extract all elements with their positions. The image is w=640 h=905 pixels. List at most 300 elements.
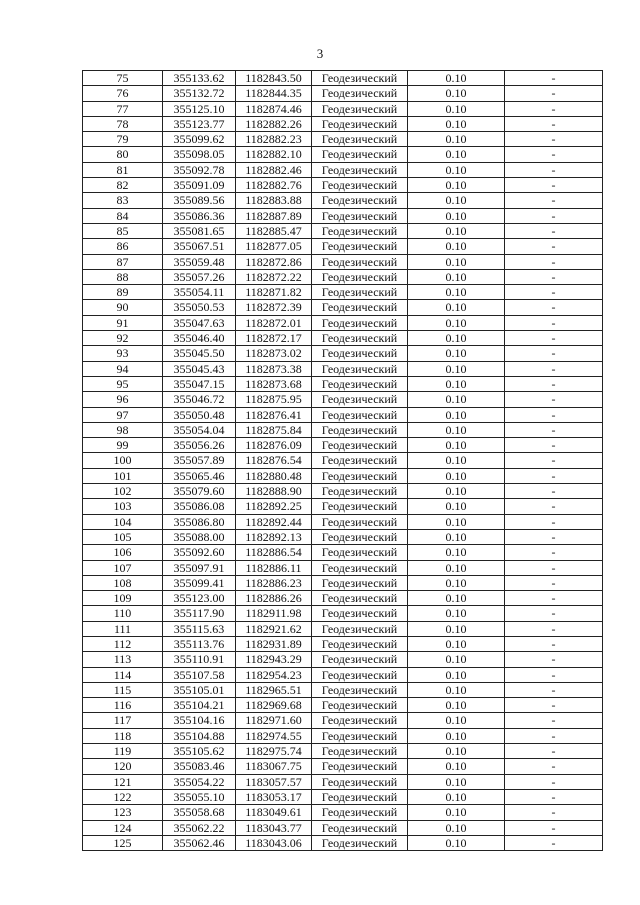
x-coordinate-cell: 355065.46 [163,468,236,483]
y-coordinate-cell: 1182844.35 [236,86,312,101]
x-coordinate-cell: 355099.62 [163,132,236,147]
table-row [83,361,603,376]
x-coordinate-cell: 355123.00 [163,591,236,606]
y-coordinate-cell: 1182886.54 [236,545,312,560]
accuracy-cell: 0.10 [408,652,505,667]
method-cell: Геодезический [312,361,408,376]
point-number-cell: 84 [83,208,163,223]
x-coordinate-cell: 355083.46 [163,759,236,774]
accuracy-cell: 0.10 [408,789,505,804]
note-cell: - [505,162,603,177]
x-coordinate-cell: 355097.91 [163,560,236,575]
accuracy-cell: 0.10 [408,774,505,789]
note-cell: - [505,346,603,361]
accuracy-cell: 0.10 [408,606,505,621]
note-cell: - [505,805,603,820]
point-number-cell: 116 [83,698,163,713]
note-cell: - [505,774,603,789]
method-cell: Геодезический [312,438,408,453]
x-coordinate-cell: 355107.58 [163,667,236,682]
point-number-cell: 94 [83,361,163,376]
accuracy-cell: 0.10 [408,346,505,361]
point-number-cell: 95 [83,376,163,391]
method-cell: Геодезический [312,667,408,682]
table-row [83,529,603,544]
note-cell: - [505,667,603,682]
accuracy-cell: 0.10 [408,239,505,254]
y-coordinate-cell: 1182872.86 [236,254,312,269]
method-cell: Геодезический [312,682,408,697]
accuracy-cell: 0.10 [408,698,505,713]
accuracy-cell: 0.10 [408,376,505,391]
y-coordinate-cell: 1182931.89 [236,636,312,651]
y-coordinate-cell: 1182965.51 [236,682,312,697]
table-row [83,652,603,667]
x-coordinate-cell: 355050.48 [163,407,236,422]
y-coordinate-cell: 1182873.68 [236,376,312,391]
point-number-cell: 77 [83,101,163,116]
note-cell: - [505,407,603,422]
table-row [83,346,603,361]
accuracy-cell: 0.10 [408,514,505,529]
table-row [83,208,603,223]
x-coordinate-cell: 355105.62 [163,744,236,759]
x-coordinate-cell: 355123.77 [163,116,236,131]
accuracy-cell: 0.10 [408,453,505,468]
method-cell: Геодезический [312,591,408,606]
note-cell: - [505,361,603,376]
note-cell: - [505,101,603,116]
x-coordinate-cell: 355125.10 [163,101,236,116]
point-number-cell: 90 [83,300,163,315]
table-row [83,545,603,560]
y-coordinate-cell: 1182882.26 [236,116,312,131]
x-coordinate-cell: 355115.63 [163,621,236,636]
x-coordinate-cell: 355104.16 [163,713,236,728]
x-coordinate-cell: 355099.41 [163,575,236,590]
table-row [83,376,603,391]
point-number-cell: 89 [83,285,163,300]
table-row [83,392,603,407]
y-coordinate-cell: 1182971.60 [236,713,312,728]
point-number-cell: 97 [83,407,163,422]
table-row [83,484,603,499]
point-number-cell: 85 [83,223,163,238]
table-row [83,422,603,437]
method-cell: Геодезический [312,545,408,560]
method-cell: Геодезический [312,116,408,131]
x-coordinate-cell: 355045.50 [163,346,236,361]
point-number-cell: 82 [83,178,163,193]
point-number-cell: 108 [83,575,163,590]
point-number-cell: 122 [83,789,163,804]
point-number-cell: 111 [83,621,163,636]
x-coordinate-cell: 355133.62 [163,71,236,86]
point-number-cell: 92 [83,331,163,346]
method-cell: Геодезический [312,239,408,254]
point-number-cell: 105 [83,529,163,544]
accuracy-cell: 0.10 [408,728,505,743]
accuracy-cell: 0.10 [408,285,505,300]
method-cell: Геодезический [312,300,408,315]
accuracy-cell: 0.10 [408,407,505,422]
x-coordinate-cell: 355117.90 [163,606,236,621]
table-row [83,636,603,651]
method-cell: Геодезический [312,132,408,147]
accuracy-cell: 0.10 [408,101,505,116]
table-row [83,835,603,850]
table-row [83,101,603,116]
note-cell: - [505,698,603,713]
point-number-cell: 81 [83,162,163,177]
accuracy-cell: 0.10 [408,529,505,544]
note-cell: - [505,193,603,208]
table-row [83,759,603,774]
table-row [83,239,603,254]
accuracy-cell: 0.10 [408,560,505,575]
y-coordinate-cell: 1183049.61 [236,805,312,820]
method-cell: Геодезический [312,621,408,636]
point-number-cell: 109 [83,591,163,606]
y-coordinate-cell: 1182872.17 [236,331,312,346]
method-cell: Геодезический [312,208,408,223]
point-number-cell: 114 [83,667,163,682]
method-cell: Геодезический [312,713,408,728]
x-coordinate-cell: 355047.15 [163,376,236,391]
y-coordinate-cell: 1182872.39 [236,300,312,315]
table-row [83,744,603,759]
accuracy-cell: 0.10 [408,178,505,193]
point-number-cell: 103 [83,499,163,514]
note-cell: - [505,86,603,101]
point-number-cell: 86 [83,239,163,254]
x-coordinate-cell: 355067.51 [163,239,236,254]
point-number-cell: 87 [83,254,163,269]
method-cell: Геодезический [312,468,408,483]
note-cell: - [505,636,603,651]
table-row [83,499,603,514]
point-number-cell: 119 [83,744,163,759]
y-coordinate-cell: 1182873.02 [236,346,312,361]
method-cell: Геодезический [312,162,408,177]
point-number-cell: 102 [83,484,163,499]
y-coordinate-cell: 1182872.22 [236,269,312,284]
method-cell: Геодезический [312,71,408,86]
coordinates-table [82,70,603,851]
table-row [83,682,603,697]
y-coordinate-cell: 1182876.09 [236,438,312,453]
y-coordinate-cell: 1182882.10 [236,147,312,162]
note-cell: - [505,223,603,238]
point-number-cell: 120 [83,759,163,774]
note-cell: - [505,713,603,728]
note-cell: - [505,545,603,560]
note-cell: - [505,285,603,300]
x-coordinate-cell: 355110.91 [163,652,236,667]
x-coordinate-cell: 355092.60 [163,545,236,560]
x-coordinate-cell: 355045.43 [163,361,236,376]
point-number-cell: 107 [83,560,163,575]
method-cell: Геодезический [312,223,408,238]
y-coordinate-cell: 1182892.25 [236,499,312,514]
accuracy-cell: 0.10 [408,468,505,483]
x-coordinate-cell: 355091.09 [163,178,236,193]
table-row [83,407,603,422]
method-cell: Геодезический [312,101,408,116]
accuracy-cell: 0.10 [408,254,505,269]
method-cell: Геодезический [312,529,408,544]
point-number-cell: 100 [83,453,163,468]
table-row [83,591,603,606]
table-row [83,315,603,330]
note-cell: - [505,239,603,254]
y-coordinate-cell: 1182975.74 [236,744,312,759]
table-row [83,805,603,820]
y-coordinate-cell: 1182874.46 [236,101,312,116]
method-cell: Геодезический [312,652,408,667]
x-coordinate-cell: 355132.72 [163,86,236,101]
method-cell: Геодезический [312,392,408,407]
y-coordinate-cell: 1182882.23 [236,132,312,147]
method-cell: Геодезический [312,805,408,820]
point-number-cell: 124 [83,820,163,835]
point-number-cell: 113 [83,652,163,667]
table-row [83,86,603,101]
point-number-cell: 98 [83,422,163,437]
note-cell: - [505,606,603,621]
accuracy-cell: 0.10 [408,545,505,560]
table-row [83,728,603,743]
point-number-cell: 121 [83,774,163,789]
accuracy-cell: 0.10 [408,392,505,407]
method-cell: Геодезический [312,147,408,162]
y-coordinate-cell: 1182885.47 [236,223,312,238]
x-coordinate-cell: 355092.78 [163,162,236,177]
y-coordinate-cell: 1182921.62 [236,621,312,636]
y-coordinate-cell: 1182892.44 [236,514,312,529]
x-coordinate-cell: 355056.26 [163,438,236,453]
x-coordinate-cell: 355081.65 [163,223,236,238]
accuracy-cell: 0.10 [408,682,505,697]
point-number-cell: 101 [83,468,163,483]
x-coordinate-cell: 355054.22 [163,774,236,789]
note-cell: - [505,575,603,590]
note-cell: - [505,147,603,162]
method-cell: Геодезический [312,820,408,835]
point-number-cell: 76 [83,86,163,101]
accuracy-cell: 0.10 [408,208,505,223]
accuracy-cell: 0.10 [408,193,505,208]
table-row [83,438,603,453]
method-cell: Геодезический [312,269,408,284]
table-row [83,453,603,468]
note-cell: - [505,254,603,269]
accuracy-cell: 0.10 [408,621,505,636]
method-cell: Геодезический [312,744,408,759]
table-row [83,789,603,804]
y-coordinate-cell: 1182892.13 [236,529,312,544]
note-cell: - [505,652,603,667]
table-row [83,116,603,131]
note-cell: - [505,682,603,697]
table-row [83,132,603,147]
method-cell: Геодезический [312,331,408,346]
x-coordinate-cell: 355104.88 [163,728,236,743]
note-cell: - [505,728,603,743]
accuracy-cell: 0.10 [408,315,505,330]
point-number-cell: 110 [83,606,163,621]
x-coordinate-cell: 355089.56 [163,193,236,208]
y-coordinate-cell: 1182886.23 [236,575,312,590]
accuracy-cell: 0.10 [408,820,505,835]
page-number: 3 [316,46,324,61]
note-cell: - [505,621,603,636]
note-cell: - [505,514,603,529]
note-cell: - [505,560,603,575]
point-number-cell: 99 [83,438,163,453]
accuracy-cell: 0.10 [408,162,505,177]
point-number-cell: 112 [83,636,163,651]
method-cell: Геодезический [312,606,408,621]
x-coordinate-cell: 355059.48 [163,254,236,269]
note-cell: - [505,208,603,223]
x-coordinate-cell: 355046.72 [163,392,236,407]
x-coordinate-cell: 355105.01 [163,682,236,697]
method-cell: Геодезический [312,759,408,774]
point-number-cell: 115 [83,682,163,697]
y-coordinate-cell: 1183057.57 [236,774,312,789]
note-cell: - [505,468,603,483]
y-coordinate-cell: 1182943.29 [236,652,312,667]
y-coordinate-cell: 1182875.84 [236,422,312,437]
y-coordinate-cell: 1182883.88 [236,193,312,208]
point-number-cell: 123 [83,805,163,820]
accuracy-cell: 0.10 [408,116,505,131]
accuracy-cell: 0.10 [408,759,505,774]
point-number-cell: 104 [83,514,163,529]
table-row [83,468,603,483]
y-coordinate-cell: 1182882.76 [236,178,312,193]
y-coordinate-cell: 1182886.26 [236,591,312,606]
method-cell: Геодезический [312,193,408,208]
y-coordinate-cell: 1182974.55 [236,728,312,743]
accuracy-cell: 0.10 [408,422,505,437]
x-coordinate-cell: 355086.36 [163,208,236,223]
y-coordinate-cell: 1183043.77 [236,820,312,835]
accuracy-cell: 0.10 [408,269,505,284]
accuracy-cell: 0.10 [408,132,505,147]
note-cell: - [505,789,603,804]
table-row [83,331,603,346]
accuracy-cell: 0.10 [408,591,505,606]
table-row [83,254,603,269]
accuracy-cell: 0.10 [408,331,505,346]
x-coordinate-cell: 355079.60 [163,484,236,499]
y-coordinate-cell: 1183043.06 [236,835,312,850]
table-row [83,285,603,300]
note-cell: - [505,71,603,86]
method-cell: Геодезический [312,376,408,391]
method-cell: Геодезический [312,346,408,361]
x-coordinate-cell: 355062.46 [163,835,236,850]
note-cell: - [505,529,603,544]
note-cell: - [505,499,603,514]
method-cell: Геодезический [312,728,408,743]
note-cell: - [505,376,603,391]
note-cell: - [505,759,603,774]
note-cell: - [505,132,603,147]
y-coordinate-cell: 1182872.01 [236,315,312,330]
x-coordinate-cell: 355054.11 [163,285,236,300]
y-coordinate-cell: 1183053.17 [236,789,312,804]
accuracy-cell: 0.10 [408,438,505,453]
x-coordinate-cell: 355057.89 [163,453,236,468]
table-row [83,223,603,238]
y-coordinate-cell: 1182886.11 [236,560,312,575]
accuracy-cell: 0.10 [408,835,505,850]
y-coordinate-cell: 1182873.38 [236,361,312,376]
table-row [83,667,603,682]
accuracy-cell: 0.10 [408,805,505,820]
accuracy-cell: 0.10 [408,71,505,86]
accuracy-cell: 0.10 [408,713,505,728]
accuracy-cell: 0.10 [408,300,505,315]
point-number-cell: 79 [83,132,163,147]
accuracy-cell: 0.10 [408,636,505,651]
method-cell: Геодезический [312,86,408,101]
point-number-cell: 75 [83,71,163,86]
table-row [83,514,603,529]
y-coordinate-cell: 1182887.89 [236,208,312,223]
table-row [83,147,603,162]
note-cell: - [505,315,603,330]
point-number-cell: 106 [83,545,163,560]
table-row [83,178,603,193]
y-coordinate-cell: 1183067.75 [236,759,312,774]
table-row [83,820,603,835]
y-coordinate-cell: 1182882.46 [236,162,312,177]
accuracy-cell: 0.10 [408,744,505,759]
table-row [83,300,603,315]
y-coordinate-cell: 1182876.54 [236,453,312,468]
method-cell: Геодезический [312,315,408,330]
note-cell: - [505,744,603,759]
accuracy-cell: 0.10 [408,499,505,514]
point-number-cell: 91 [83,315,163,330]
point-number-cell: 118 [83,728,163,743]
note-cell: - [505,331,603,346]
note-cell: - [505,484,603,499]
method-cell: Геодезический [312,774,408,789]
method-cell: Геодезический [312,484,408,499]
y-coordinate-cell: 1182969.68 [236,698,312,713]
note-cell: - [505,392,603,407]
method-cell: Геодезический [312,575,408,590]
method-cell: Геодезический [312,698,408,713]
note-cell: - [505,438,603,453]
point-number-cell: 83 [83,193,163,208]
method-cell: Геодезический [312,407,408,422]
table-row [83,269,603,284]
note-cell: - [505,591,603,606]
y-coordinate-cell: 1182880.48 [236,468,312,483]
x-coordinate-cell: 355086.80 [163,514,236,529]
note-cell: - [505,300,603,315]
x-coordinate-cell: 355058.68 [163,805,236,820]
y-coordinate-cell: 1182877.05 [236,239,312,254]
y-coordinate-cell: 1182911.98 [236,606,312,621]
x-coordinate-cell: 355113.76 [163,636,236,651]
